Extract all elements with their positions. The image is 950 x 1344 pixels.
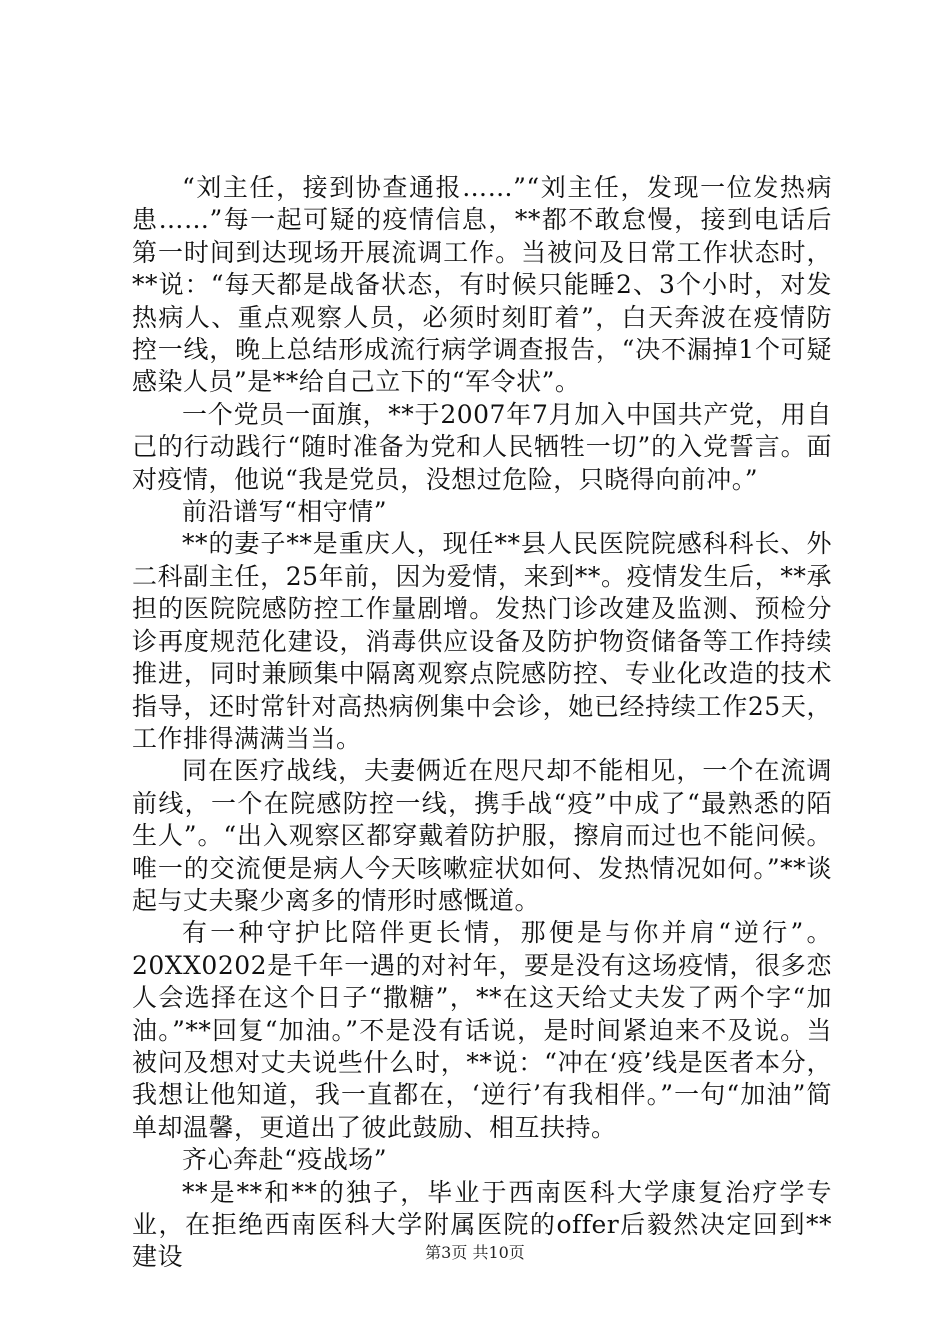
paragraph-4: 同在医疗战线，夫妻俩近在咫尺却不能相见，一个在流调前线，一个在院感防控一线，携手战“疫”中成了“最熟悉的陌生人”。“出入观察区都穿戴着防护服，擦肩而过也不能问候。唯一的交流便是病人今天咳嗽症状如何、发热情况如何。”**谈起与丈夫聚少离多的情形时感慨道。 bbox=[132, 756, 832, 915]
paragraph-1: “刘主任，接到协查通报……”“刘主任，发现一位发热病患……”每一起可疑的疫情信息，**都不敢怠慢，接到电话后第一时间到达现场开展流调工作。当被问及日常工作状态时，**说：“每天都是战备状态，有时候只能睡2、3个小时，对发热病人、重点观察人员，必须时刻盯着”，白天奔波在疫情防控一线，晚上总结形成流行病学调查报告，“决不漏掉1个可疑感染人员”是**给自己立下的“军令状”。 bbox=[132, 173, 832, 397]
paragraph-6: **是**和**的独子，毕业于西南医科大学康复治疗学专业，在拒绝西南医科大学附属医院的offer后毅然决定回到**建设 bbox=[132, 1177, 832, 1272]
section-heading-2: 齐心奔赴“疫战场” bbox=[182, 1145, 388, 1175]
paragraph-3: **的妻子**是重庆人，现任**县人民医院院感科科长、外二科副主任，25年前，因为爱情，来到**。疫情发生后，**承担的医院院感防控工作量剧增。发热门诊改建及监测、预检分诊再度规范化建设，消毒供应设备及防护物资储备等工作持续推进，同时兼顾集中隔离观察点院感防控、专业化改造的技术指导，还时常针对高热病例集中会诊，她已经持续工作25天，工作排得满满当当。 bbox=[132, 529, 832, 753]
paragraph-5: 有一种守护比陪伴更长情，那便是与你并肩“逆行”。20XX0202是千年一遇的对衬年，要是没有这场疫情，很多恋人会选择在这个日子“撒糖”，**在这天给丈夫发了两个字“加油。”**回复“加油。”不是没有话说，是时间紧迫来不及说。当被问及想对丈夫说些什么时，**说：“冲在‘疫’线是医者本分，我想让他知道，我一直都在，‘逆行’有我相伴。”一句“加油”简单却温馨，更道出了彼此鼓励、相互扶持。 bbox=[132, 918, 832, 1142]
section-heading-1: 前沿谱写“相守情” bbox=[182, 497, 388, 527]
page-footer: 第3页 共10页 bbox=[425, 1243, 525, 1262]
document-body bbox=[132, 172, 832, 1274]
paragraph-2: 一个党员一面旗，**于2007年7月加入中国共产党，用自己的行动践行“随时准备为党和人民牺牲一切”的入党誓言。面对疫情，他说“我是党员，没想过危险，只晓得向前冲。” bbox=[132, 399, 832, 494]
